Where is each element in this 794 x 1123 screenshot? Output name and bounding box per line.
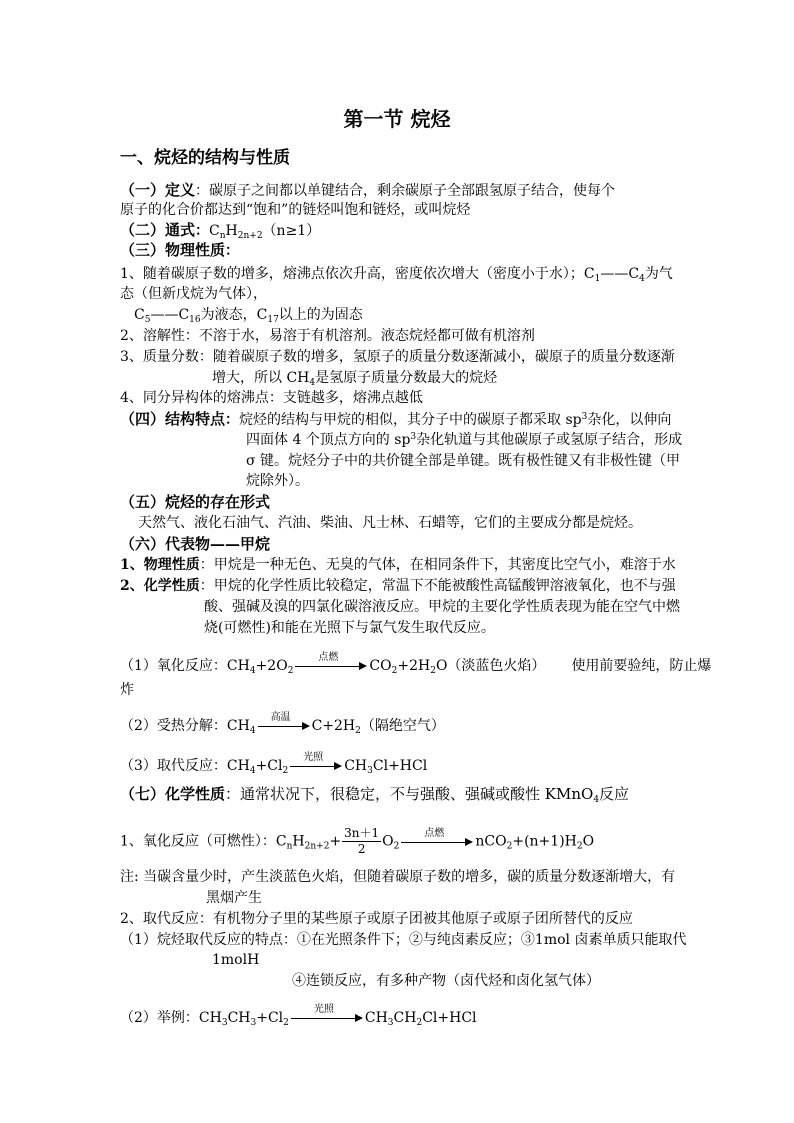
physical-property-1: 1、随着碳原子数的增多，熔沸点依次升高，密度依次增大（密度小于水）；$C_1——C_4$为气	[120, 266, 673, 284]
definition-line-1	[120, 180, 615, 201]
definition-text-1: ：碳原子之间都以单键结合，剩余碳原子全部跟氢原子结合，使每个	[195, 183, 616, 199]
structure-label: （四）结构特点	[120, 410, 226, 428]
definition-label: （一）定义	[120, 181, 196, 199]
existence-text: 天然气、液化石油气、汽油、柴油、凡士林、石蜡等，它们的主要成分都是烷烃。	[138, 515, 642, 531]
general-formula-label: （二）通式	[120, 221, 196, 239]
methane-physical: 1、物理性质：甲烷是一种无色、无臭的气体，在相同条件下，其密度比空气小，难溶于水	[120, 557, 676, 573]
structure-line-1: （四）结构特点：烷烃的结构与甲烷的相似，其分子中的碳原子都采取 $sp^3$杂化，以伸向	[120, 410, 672, 428]
methane-chemical-1: 2、化学性质：甲烷的化学性质比较稳定，常温下不能被酸性高锰酸钾溶液氧化，也不与强	[120, 578, 676, 594]
reaction-substitution: （3）取代反应：$CH_4+Cl_2$ 光照 $CH_3Cl+HCl$	[120, 752, 428, 776]
physical-properties-heading: （三）物理性质：	[120, 241, 240, 259]
page-title: 第一节 烷烃	[343, 107, 451, 131]
note-line-1: 注: 当碳含量少时，产生淡蓝色火焰，但随着碳原子数的增多，碳的质量分数逐渐增大，有	[120, 869, 676, 885]
reaction-oxidation-cont: 炸	[120, 682, 134, 698]
definition-line-2: 原子的化合价都达到“饱和”的链烃叫饱和链烃，或叫烷烃	[120, 202, 471, 218]
structure-line-2: 四面体 4 个顶点方向的 $sp^3$杂化轨道与其他碳原子或氢原子结合，形成	[246, 432, 683, 448]
section-heading-structure: 一、烷烃的结构与性质	[120, 148, 290, 168]
reaction-arrow: 点燃	[401, 832, 473, 852]
physical-property-3: 3、质量分数：随着碳原子数的增多，氢原子的质量分数逐渐减小，碳原子的质量分数逐渐	[120, 349, 675, 365]
substitution-features-2: 1molH	[212, 952, 260, 968]
physical-property-1-cont: 态（但新戊烷为气体），	[120, 286, 267, 302]
substitution-example: （2）举例：$CH_3CH_3+Cl_2$ 光照 $CH_3CH_2Cl+HCl$	[120, 1004, 477, 1028]
reaction-decomposition: （2）受热分解：$CH_4$ 高温 $C+2H_2$（隔绝空气）	[120, 712, 445, 736]
substitution-features-3: ④连锁反应，有多种产物（卤代烃和卤化氢气体）	[292, 973, 600, 989]
structure-line-3: σ 键。烷烃分子中的共价键全部是单键。既有极性键又有非极性键（甲	[246, 453, 681, 469]
coefficient-fraction: $\frac{3n+1}{2}$	[344, 826, 380, 856]
methane-heading: （六）代表物——甲烷	[120, 535, 271, 553]
methane-chemical-3: 烧(可燃性)和能在光照下与氯气发生取代反应。	[204, 620, 495, 636]
reaction-arrow: 光照	[291, 1008, 363, 1028]
physical-property-3-cont: 增大，所以 $CH_4$是氢原子质量分数最大的烷烃	[212, 370, 498, 388]
structure-line-4: 烷除外）。	[246, 473, 309, 489]
methane-chemical-2: 酸、强碱及溴的四氯化碳溶液反应。甲烷的主要化学性质表现为能在空气中燃	[204, 599, 680, 615]
reaction-arrow: 光照	[290, 756, 342, 776]
chemical-properties-heading: （七）化学性质：通常状况下，很稳定，不与强酸、强碱或酸性 KMnO$_4$反应	[120, 785, 630, 805]
reaction-arrow: 点燃	[295, 656, 367, 676]
reaction-arrow: 高温	[258, 716, 310, 736]
existence-heading: （五）烷烃的存在形式	[120, 493, 271, 511]
note-line-2: 黑烟产生	[206, 890, 262, 906]
substitution-definition: 2、取代反应：有机物分子里的某些原子或原子团被其他原子或原子团所替代的反应	[120, 911, 633, 927]
general-formula-line: （二）通式：$C_nH_{2n+2}(n\ge 1)$	[120, 221, 321, 241]
substitution-features-1: （1）烷烃取代反应的特点：①在光照条件下；②与纯卤素反应；③1mol 卤素单质只能取代	[120, 932, 687, 948]
reaction-oxidation: （1）氧化反应：$CH_4+2O_2$ 点燃 $CO_2+2H_2O$（淡蓝色火焰） 使用前要验纯，防止爆	[120, 652, 712, 676]
general-formula: $C_nH_{2n+2}$	[209, 223, 263, 241]
physical-property-1-states: $C_5——C_{16}$为液态，$C_{17}$以上的为固态	[134, 307, 363, 325]
physical-property-4: 4、同分异构体的熔沸点：支链越多，熔沸点越低	[120, 390, 423, 406]
combustion-equation: 1、氧化反应（可燃性）：$C_nH_{2n+2}+$ $\frac{3n+1}{2}$ $O_2$ 点燃 $nCO_2+(n+1)H_2O$	[120, 826, 595, 856]
physical-property-2: 2、溶解性：不溶于水，易溶于有机溶剂。液态烷烃都可做有机溶剂	[120, 328, 535, 344]
